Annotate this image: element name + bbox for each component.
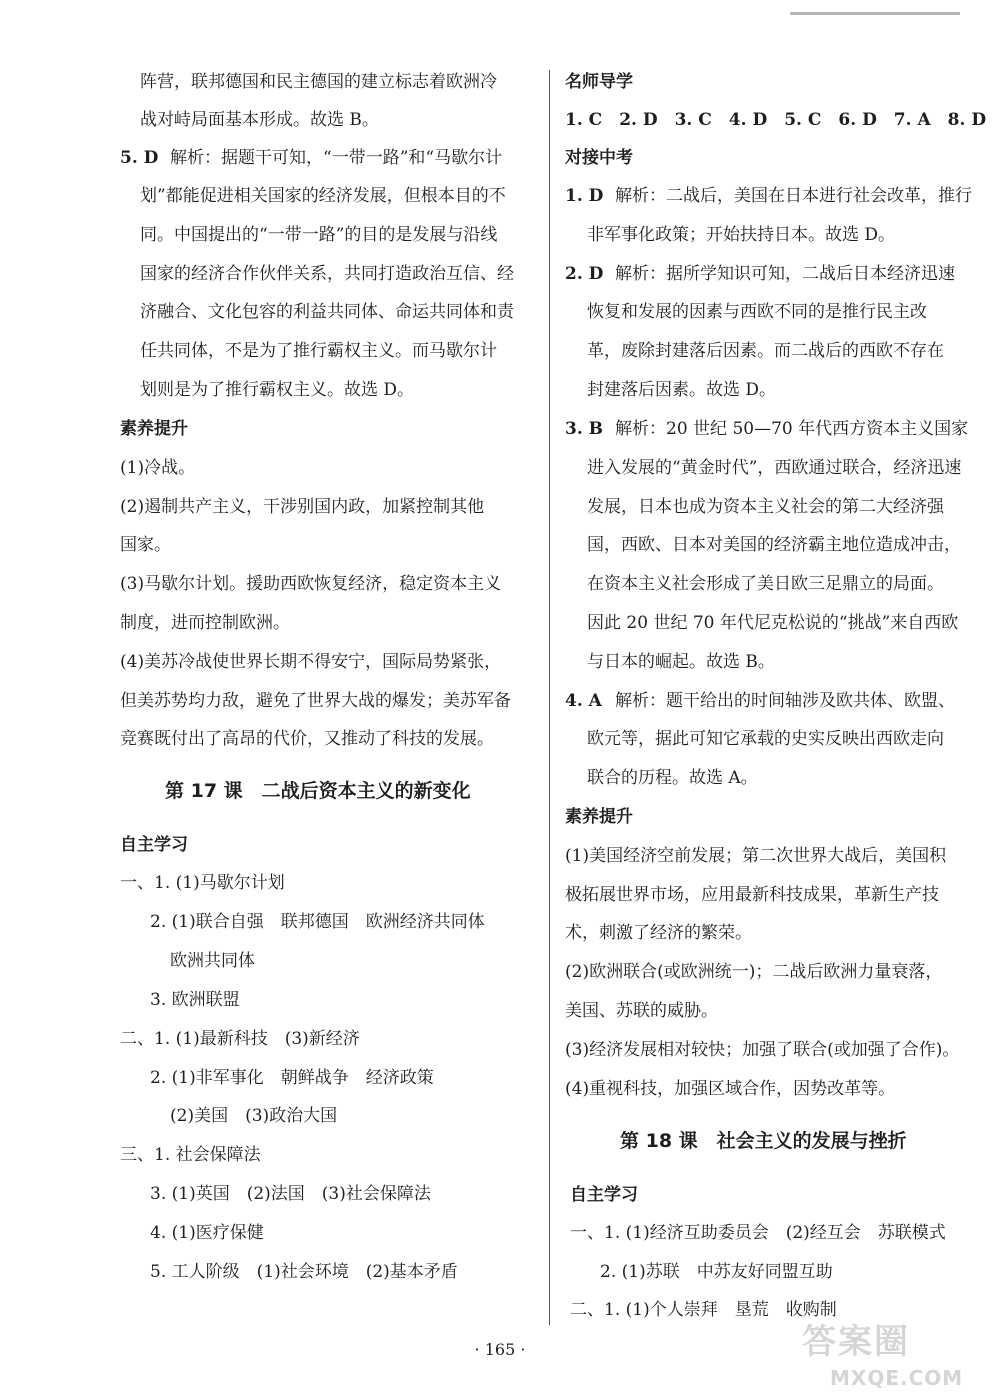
answer-key: 1. C 2. D 3. C 4. D 5. C 6. D 7. A 8. D [565, 110, 987, 130]
watermark-logo [792, 1322, 982, 1392]
text-line: (2)遏制共产主义，干涉别国内政，加紧控制其他 [120, 497, 485, 517]
answer-line: 2. (1)非军事化 朝鲜战争 经济政策 [150, 1068, 434, 1088]
text-line: 恢复和发展的因素与西欧不同的是推行民主改 [587, 302, 927, 322]
question-number: 1. D [565, 186, 604, 206]
question-number: 2. D [565, 264, 604, 284]
section-heading: 素养提升 [565, 807, 633, 827]
text-line: (3)经济发展相对较快；加强了联合(或加强了合作)。 [565, 1040, 960, 1060]
section-heading: 自主学习 [570, 1185, 638, 1205]
text-line: (4)美苏冷战使世界长期不得安宁，国际局势紧张， [120, 652, 502, 672]
lesson-title: 第 18 课 社会主义的发展与挫折 [620, 1130, 907, 1152]
page-number: · 165 · [474, 1340, 526, 1359]
text-line: 任共同体，不是为了推行霸权主义。而马歇尔计 [140, 341, 497, 361]
text-line: 划”都能促进相关国家的经济发展，但根本目的不 [140, 186, 506, 206]
text-line: 欧元等，据此可知它承载的史实反映出西欧走向 [587, 729, 944, 749]
answer-line: 三、1. 社会保障法 [120, 1145, 261, 1165]
text-line: 在资本主义社会形成了美日欧三足鼎立的局面。 [587, 574, 944, 594]
text-line: 解析：据所学知识可知，二战后日本经济迅速 [615, 264, 955, 284]
text-line: 竞赛既付出了高昂的代价，又推动了科技的发展。 [120, 729, 494, 749]
text-line: 划则是为了推行霸权主义。故选 D。 [140, 380, 415, 400]
section-heading: 自主学习 [120, 835, 188, 855]
answer-line: 3. 欧洲联盟 [150, 990, 240, 1010]
section-heading: 名师导学 [565, 72, 633, 92]
question-number: 5. D [120, 148, 159, 168]
text-line: 国，西欧、日本对美国的经济霸主地位造成冲击， [587, 535, 961, 555]
text-line: 解析：20 世纪 50—70 年代西方资本主义国家 [615, 419, 969, 439]
answer-line: 3. (1)英国 (2)法国 (3)社会保障法 [150, 1184, 431, 1204]
text-line: 阵营，联邦德国和民主德国的建立标志着欧洲冷 [140, 72, 497, 92]
text-line: 解析：题干给出的时间轴涉及欧共体、欧盟、 [615, 691, 955, 711]
text-line: 制度，进而控制欧洲。 [120, 613, 290, 633]
text-line: (1)美国经济空前发展；第二次世界大战后，美国积 [565, 846, 947, 866]
section-heading: 素养提升 [120, 419, 188, 439]
answer-line: 二、1. (1)个人崇拜 垦荒 收购制 [570, 1300, 837, 1320]
text-line: (3)马歇尔计划。援助西欧恢复经济，稳定资本主义 [120, 574, 502, 594]
text-line: (2)欧洲联合(或欧洲统一)；二战后欧洲力量衰落， [565, 962, 943, 982]
top-rule [790, 12, 960, 15]
text-line: 战对峙局面基本形成。故选 B。 [140, 110, 379, 130]
watermark-text: 答案圈 [802, 1322, 910, 1362]
answer-line: 一、1. (1)马歇尔计划 [120, 873, 285, 893]
text-line: 美国、苏联的威胁。 [565, 1001, 718, 1021]
text-line: 术，刺激了经济的繁荣。 [565, 923, 752, 943]
question-number: 4. A [565, 691, 602, 711]
text-line: 同。中国提出的“一带一路”的目的是发展与沿线 [140, 225, 498, 245]
text-line: 解析：二战后，美国在日本进行社会改革，推行 [615, 186, 972, 206]
question-number: 3. B [565, 419, 604, 439]
text-line: 但美苏势均力敌，避免了世界大战的爆发；美苏军备 [120, 691, 511, 711]
answer-line: 二、1. (1)最新科技 (3)新经济 [120, 1029, 360, 1049]
watermark-url: MXQE.COM [830, 1366, 964, 1390]
text-line: 解析：据题干可知，“一带一路”和“马歇尔计 [170, 148, 503, 168]
lesson-title: 第 17 课 二战后资本主义的新变化 [165, 780, 471, 802]
text-line: 非军事化政策；开始扶持日本。故选 D。 [587, 225, 896, 245]
text-line: 发展，日本也成为资本主义社会的第二大经济强 [587, 497, 944, 517]
answer-line: 一、1. (1)经济互助委员会 (2)经互会 苏联模式 [570, 1223, 946, 1243]
text-line: (4)重视科技，加强区域合作，因势改革等。 [565, 1079, 896, 1099]
text-line: (1)冷战。 [120, 458, 196, 478]
text-line: 革，废除封建落后因素。而二战后的西欧不存在 [587, 341, 944, 361]
text-line: 因此 20 世纪 70 年代尼克松说的“挑战”来自西欧 [587, 613, 959, 633]
answer-line: (2)美国 (3)政治大国 [170, 1106, 338, 1126]
text-line: 与日本的崛起。故选 B。 [587, 652, 775, 672]
text-line: 封建落后因素。故选 D。 [587, 380, 777, 400]
answer-line: 5. 工人阶级 (1)社会环境 (2)基本矛盾 [150, 1262, 458, 1282]
text-line: 济融合、文化包容的利益共同体、命运共同体和责 [140, 302, 514, 322]
text-line: 进入发展的“黄金时代”，西欧通过联合，经济迅速 [587, 458, 962, 478]
text-line: 国家。 [120, 535, 171, 555]
column-divider [549, 70, 550, 1325]
answer-line: 欧洲共同体 [170, 951, 255, 971]
answer-line: 2. (1)苏联 中苏友好同盟互助 [600, 1262, 833, 1282]
text-line: 极拓展世界市场，应用最新科技成果，革新生产技 [565, 885, 939, 905]
section-heading: 对接中考 [565, 148, 633, 168]
text-line: 联合的历程。故选 A。 [587, 768, 758, 788]
answer-line: 2. (1)联合自强 联邦德国 欧洲经济共同体 [150, 912, 485, 932]
text-line: 国家的经济合作伙伴关系，共同打造政治互信、经 [140, 264, 514, 284]
answer-line: 4. (1)医疗保健 [150, 1223, 264, 1243]
